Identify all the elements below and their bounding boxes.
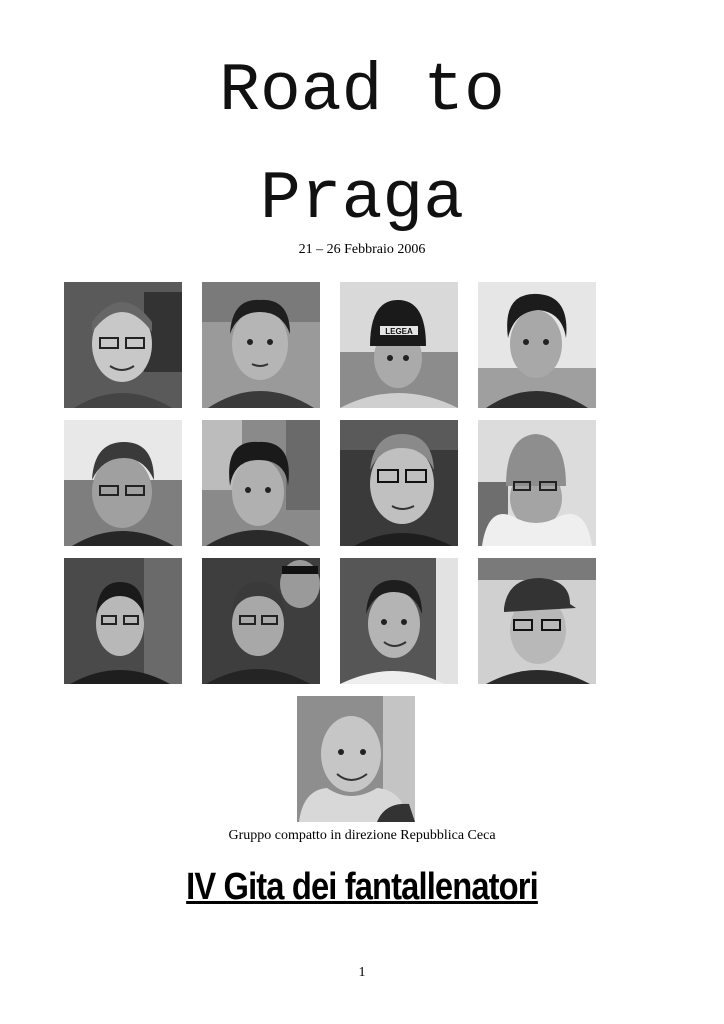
portrait-photo xyxy=(340,420,458,546)
trip-dates: 21 – 26 Febbraio 2006 xyxy=(298,242,426,257)
title-line-1: Road to xyxy=(219,53,505,130)
page-number: 1 xyxy=(358,965,366,980)
portrait-photo xyxy=(478,282,596,408)
portrait-photo xyxy=(202,558,320,684)
photo-caption: Gruppo compatto in direzione Repubblica Ceca xyxy=(228,828,496,843)
beanie-logo-text: LEGEA xyxy=(385,327,413,336)
portrait-photo xyxy=(202,282,320,408)
portrait-photo xyxy=(340,282,458,408)
title-line-2: Praga xyxy=(259,161,465,238)
portrait-photo xyxy=(64,420,182,546)
portrait-photo xyxy=(478,558,596,684)
portrait-photo xyxy=(64,558,182,684)
portrait-photo xyxy=(297,696,415,822)
portrait-photo xyxy=(340,558,458,684)
portrait-photo xyxy=(64,282,182,408)
portrait-photo xyxy=(478,420,596,546)
portrait-photo xyxy=(202,420,320,546)
headline: IV Gita dei fantallenatori xyxy=(186,866,538,908)
